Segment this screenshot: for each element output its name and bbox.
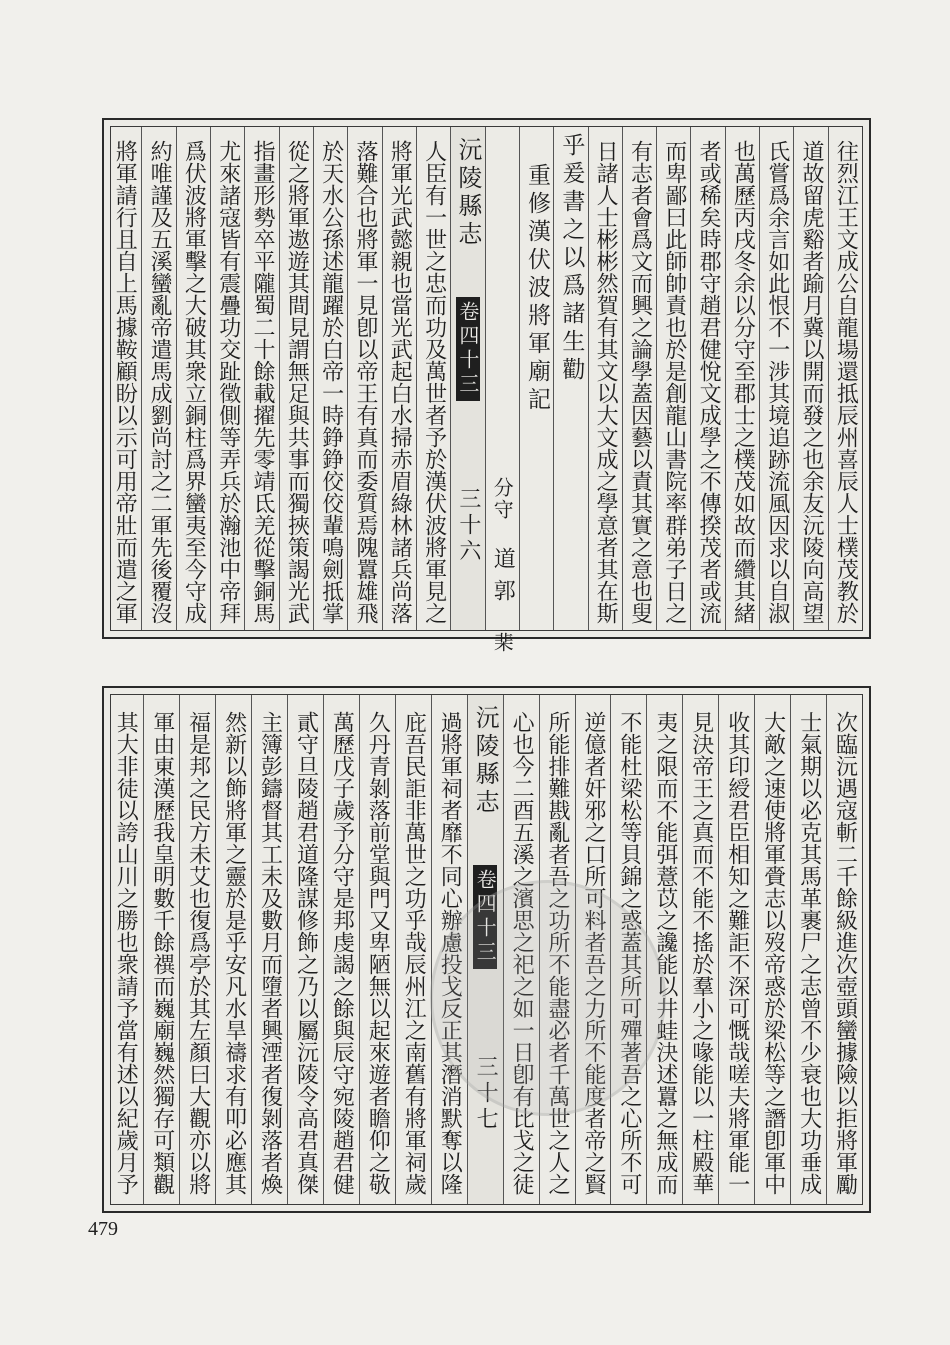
author-text: 道郭: [490, 547, 516, 611]
text-column: [793, 127, 827, 630]
text-column: [553, 127, 587, 630]
column-text: 貳守旦陵趙君道隆謀修飾之乃以屬沅陵令高君真傑: [293, 710, 319, 1195]
column-text: 萬歷戊子歲予分守是邦虔謁之餘與辰守宛陵趙君健: [329, 710, 355, 1195]
text-column: [416, 127, 450, 630]
text-column: [826, 695, 862, 1204]
book-title: 沅陵縣志: [471, 705, 500, 817]
text-column: [210, 127, 244, 630]
text-column: [754, 695, 790, 1204]
column-text: 人臣有一世之忠而功及萬世者予於漢伏波將軍見之: [421, 139, 447, 624]
article-title-column: [519, 127, 553, 630]
column-text: 乎爰書之以爲諸生勸: [558, 133, 585, 385]
column-text: 從之將軍遨遊其間見謂無足與共事而獨挾策謁光武: [284, 139, 310, 624]
column-text: 往烈江王文成公自龍場還抵辰州喜辰人士樸茂教於: [833, 139, 859, 624]
text-column: [359, 695, 395, 1204]
column-text: 夷之限而不能弭薏苡之讒能以井蛙決述囂之無成而: [652, 710, 678, 1195]
column-text: 次臨沅遇寇斬二千餘級進次壺頭蠻據險以拒將軍勵: [832, 710, 858, 1195]
column-text: 重修漢伏波將軍廟記: [524, 163, 551, 415]
text-column: [690, 127, 724, 630]
text-column: [323, 695, 359, 1204]
text-column: [107, 127, 141, 630]
column-text: 有志者會爲文而興之論學蓋因藝以責其實之意也叟: [627, 139, 653, 624]
column-text: 主簿彭鑄督其工未及數月而墮者興湮者復剝落者煥: [257, 710, 283, 1195]
column-text: 將軍請行且自上馬據鞍顧盼以示可用帝壯而遣之軍: [112, 139, 138, 624]
column-text: 尤來諸寇皆有震疊功交趾徵側等弄兵於瀚池中帝拜: [215, 139, 241, 624]
top-page-panel: [102, 118, 871, 657]
column-text: 而卑鄙曰此師帥責也於是創龍山書院率群弟子日之: [661, 139, 687, 624]
column-text: 者或稀矣時郡守趙君健悅文成學之不傳揆茂者或流: [696, 139, 722, 624]
text-column: [725, 127, 759, 630]
text-column: [176, 127, 210, 630]
text-column: [382, 127, 416, 630]
author-column: [485, 127, 519, 657]
top-page-frame: [110, 126, 863, 657]
column-text: 士氣期以必克其馬革裹尸之志曾不少衰也大功垂成: [796, 710, 822, 1195]
folio-number: 三十六: [455, 487, 481, 565]
author-text: 分守: [490, 477, 515, 521]
column-text: 久丹青剝落前堂與門又卑陋無以起來遊者瞻仰之敬: [365, 710, 391, 1195]
text-column: [395, 695, 431, 1204]
column-text: 落難合也將軍一見卽以帝王有真而委質焉隗囂雄飛: [352, 139, 378, 624]
column-text: 道故留虎谿者踰月冀以開而發之也余友沅陵向高望: [799, 139, 825, 624]
column-text: 爲伏波將軍擊之大破其衆立銅柱爲界蠻夷至今守成: [181, 139, 207, 624]
text-column: [656, 127, 690, 630]
column-text: 心也今二酉五溪之濱思之祀之如一日卽有比戈之徒: [509, 710, 535, 1195]
text-column: [251, 695, 287, 1204]
text-column: [143, 695, 179, 1204]
column-text: 逆億者奸邪之口所可料者吾之力所不能度者帝之賢: [580, 710, 606, 1195]
text-column: [622, 127, 656, 630]
column-text: 然新以飾將軍之靈於是乎安凡水旱禱求有叩必應其: [221, 710, 247, 1195]
column-text: 其大非徒以誇山川之勝也衆請予當有述以紀歲月予: [113, 710, 139, 1195]
text-column: [682, 695, 718, 1204]
text-column: [179, 695, 215, 1204]
volume-label: 卷四十三: [456, 297, 480, 401]
column-text: 日諸人士彬彬然賀有其文以大文成之學意者其在斯: [593, 139, 619, 624]
text-column: [141, 127, 175, 630]
column-text: 於天水公孫述龍躍於白帝一時錚錚佼佼輩鳴劍抵掌: [318, 139, 344, 624]
folio-number: 三十七: [473, 1055, 499, 1133]
column-text: 所能排難戡亂者吾之功所不能盡必者千萬世之人之: [545, 710, 571, 1195]
text-column: [828, 127, 862, 630]
column-text: 指畫形勢卒平隴蜀二十餘載擢先零靖氐羌從擊銅馬: [250, 139, 276, 624]
column-text: 將軍光武懿親也當光武起白水掃赤眉綠林諸兵尚落: [387, 139, 413, 624]
text-column: [313, 127, 347, 630]
page-number: 479: [88, 1218, 118, 1240]
column-text: 氏嘗爲余言如此恨不一涉其境追跡流風因求以自淑: [764, 139, 790, 624]
center-fold-column: [450, 127, 484, 630]
author-text: 棐: [490, 632, 515, 657]
library-watermark-seal: [430, 880, 666, 1116]
text-column: [287, 695, 323, 1204]
volume-label: 卷四十三: [473, 865, 497, 969]
text-column: [107, 695, 143, 1204]
column-text: 收其印綬君臣相知之難詎不深可慨哉嗟夫將軍能一: [724, 710, 750, 1195]
column-text: 不能杜梁松等貝錦之惑蓋其所可殫著吾之心所不可: [616, 710, 642, 1195]
column-text: 見決帝王之真而不能不搖於羣小之喙能以一柱殿華: [688, 710, 714, 1195]
column-text: 軍由東漢歷我皇明數千餘禩而巍廟巍然獨存可類觀: [149, 710, 175, 1195]
top-text-columns: [111, 127, 862, 657]
text-column: [718, 695, 754, 1204]
text-column: [279, 127, 313, 630]
column-text: 庇吾民詎非萬世之功乎哉辰州江之南舊有將軍祠歲: [401, 710, 427, 1195]
column-text: 福是邦之民方未艾也復爲亭於其左顏曰大觀亦以將: [185, 710, 211, 1195]
text-column: [588, 127, 622, 630]
column-text: 也萬歷丙戌冬余以分守至郡士之樸茂如故而纘其緒: [730, 139, 756, 624]
text-column: [790, 695, 826, 1204]
column-text: 約唯謹及五溪蠻亂帝遣馬成劉尚討之二軍先後覆沒: [147, 139, 173, 624]
text-column: [244, 127, 278, 630]
column-text: 大敵之速使將軍賫志以歿帝惑於梁松等之譖卽軍中: [760, 710, 786, 1195]
column-text: 過將軍祠者靡不同心辦慮投戈反正其潛消默奪以隆: [437, 710, 463, 1195]
text-column: [759, 127, 793, 630]
text-column: [215, 695, 251, 1204]
book-title: 沅陵縣志: [453, 137, 482, 249]
text-column: [347, 127, 381, 630]
